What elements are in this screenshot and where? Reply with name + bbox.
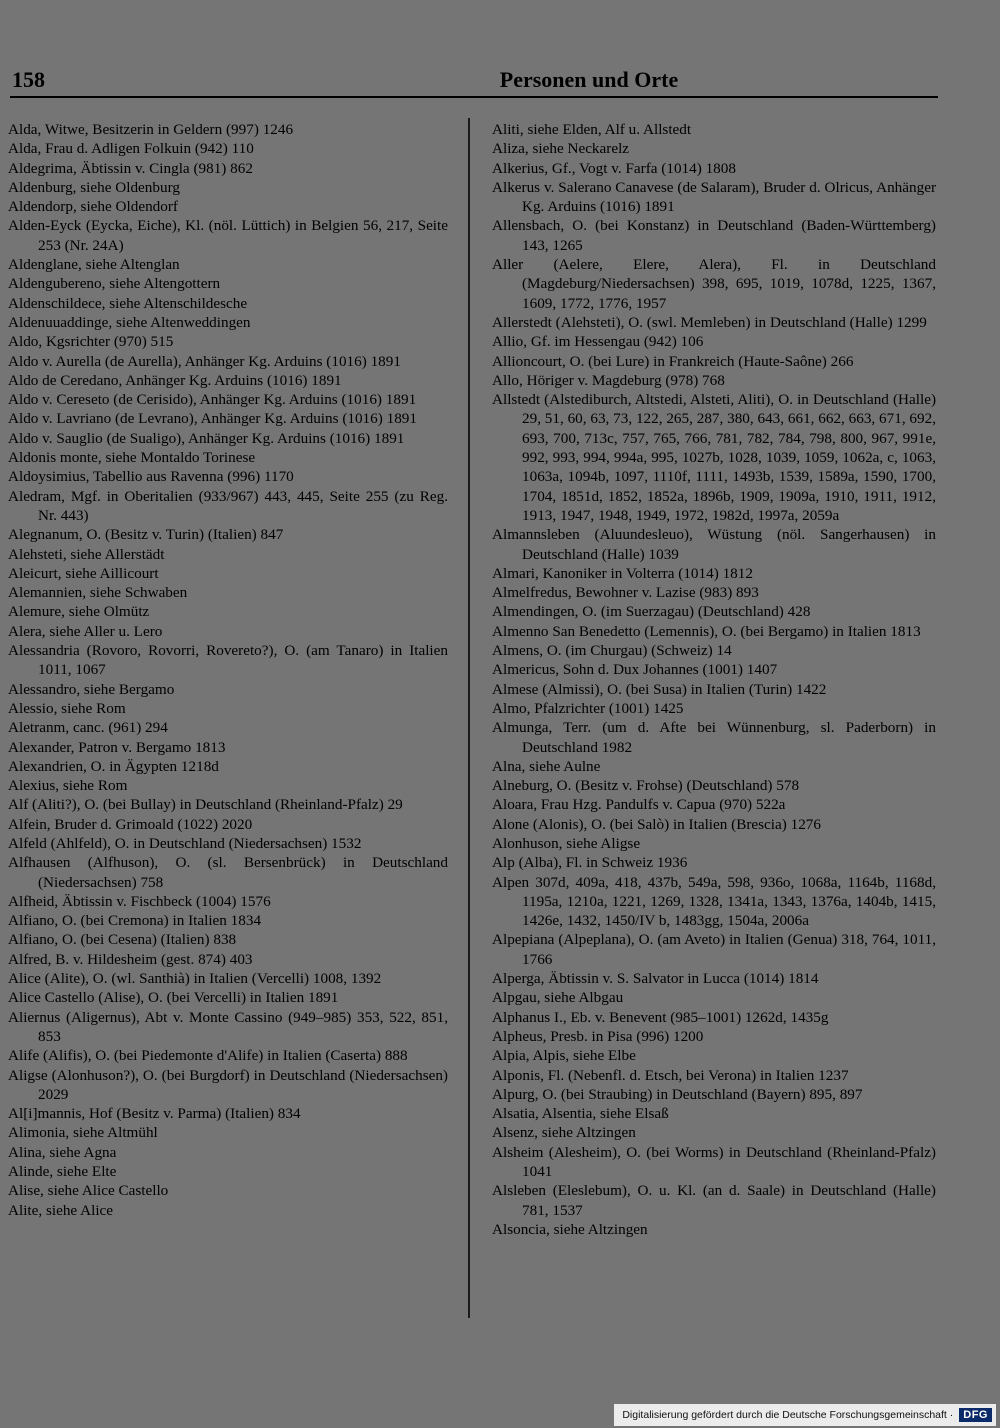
index-entry: Alfred, B. v. Hildesheim (gest. 874) 403: [8, 950, 253, 968]
index-entry: Alpheus, Presb. in Pisa (996) 1200: [492, 1027, 704, 1045]
index-entry: Alexandrien, O. in Ägypten 1218d: [8, 757, 219, 775]
index-entry: Alsleben (Eleslebum), O. u. Kl. (an d. Saale) in Deutschland (Halle) 781, 1537: [492, 1182, 936, 1219]
dfg-logo-icon: DFG: [959, 1408, 992, 1422]
index-entry: Allo, Höriger v. Magdeburg (978) 768: [492, 371, 725, 389]
index-entry: Alemure, siehe Olmütz: [8, 603, 150, 621]
index-entry: Aller (Aelere, Elere, Alera), Fl. in Deutschland (Magdeburg/Niedersachsen) 398, 695, 1019, 1078d, 1225, 1367, 1609, 1772, 1776, 1957: [492, 256, 936, 312]
index-entry: Alpgau, siehe Albgau: [492, 989, 624, 1007]
footer-credit: [614, 1404, 996, 1426]
index-entry: Alegnanum, O. (Besitz v. Turin) (Italien) 847: [8, 526, 284, 544]
index-entry: Alinde, siehe Elte: [8, 1163, 117, 1181]
footer-text: Digitalisierung gefördert durch die Deutsche Forschungsgemeinschaft ·: [622, 1409, 954, 1421]
index-entry: Alpepiana (Alpeplana), O. (am Aveto) in Italien (Genua) 318, 764, 1011, 1766: [492, 931, 936, 968]
index-entry: Alone (Alonis), O. (bei Salò) in Italien (Brescia) 1276: [492, 815, 821, 833]
index-entry: Alfheid, Äbtissin v. Fischbeck (1004) 1576: [8, 892, 271, 910]
index-entry: Allensbach, O. (bei Konstanz) in Deutschland (Baden-Württemberg) 143, 1265: [492, 217, 936, 254]
index-entry: Aldo v. Aurella (de Aurella), Anhänger Kg. Arduins (1016) 1891: [8, 352, 401, 370]
index-entry: Alkerius, Gf., Vogt v. Farfa (1014) 1808: [492, 159, 736, 177]
index-entry: Allstedt (Alstediburch, Altstedi, Alsteti, Aliti), O. in Deutschland (Halle) 29, 51, 60, 63, 73, 122, 265, 287, 380, 643, 661, 662, 663, 671, 692, 693, 700, 713c, 757, 765, 766, 781, 782, 784, 798, 800, 967, 991e, 992, 993, 994, 994a, 995, 1027b, 1028, 1039, 1059, 1062a, c, 1063, 1063a, 1094b, 1097, 1110f, 1111, 1493b, 1539, 1589a, 1590, 1700, 1704, 1851d, 1852, 1852a, 1896b, 1909, 1909a, 1910, 1911, 1912, 1913, 1947, 1948, 1949, 1972, 1982d, 1997a, 2059a: [492, 391, 936, 524]
index-entry: Al[i]mannis, Hof (Besitz v. Parma) (Italien) 834: [8, 1105, 301, 1123]
index-entry: Alsenz, siehe Altzingen: [492, 1124, 636, 1142]
left-index-column: [8, 120, 448, 1220]
index-entry: Aligse (Alonhuson?), O. (bei Burgdorf) in Deutschland (Niedersachsen) 2029: [8, 1066, 448, 1103]
index-entry: Aliti, siehe Elden, Alf u. Allstedt: [492, 121, 692, 138]
index-entry: Almendingen, O. (im Suerzagau) (Deutschland) 428: [492, 603, 811, 621]
index-entry: Almericus, Sohn d. Dux Johannes (1001) 1407: [492, 661, 778, 679]
index-entry: Alite, siehe Alice: [8, 1201, 114, 1219]
index-entry: Alperga, Äbtissin v. S. Salvator in Lucca (1014) 1814: [492, 970, 819, 988]
running-title: Personen und Orte: [499, 67, 679, 92]
index-entry: Aldo v. Sauglio (de Sualigo), Anhänger Kg. Arduins (1016) 1891: [8, 429, 405, 447]
index-entry: Alexius, siehe Rom: [8, 777, 128, 795]
index-entry: Aldoysimius, Tabellio aus Ravenna (996) 1170: [8, 468, 294, 486]
index-entry: Aliernus (Aligernus), Abt v. Monte Cassino (949–985) 353, 522, 851, 853: [8, 1008, 448, 1045]
index-entry: Alexander, Patron v. Bergamo 1813: [8, 738, 226, 756]
index-entry: Allio, Gf. im Hessengau (942) 106: [492, 333, 704, 351]
index-entry: Alneburg, O. (Besitz v. Frohse) (Deutschland) 578: [492, 777, 800, 795]
index-entry: Almenno San Benedetto (Lemennis), O. (bei Bergamo) in Italien 1813: [492, 622, 921, 640]
index-entry: Almo, Pfalzrichter (1001) 1425: [492, 699, 684, 717]
index-entry: Alonhuson, siehe Aligse: [492, 834, 641, 852]
index-entry: Alpurg, O. (bei Straubing) in Deutschland (Bayern) 895, 897: [492, 1085, 863, 1103]
column-divider: [468, 118, 470, 1318]
index-entry: Aldengubereno, siehe Altengottern: [8, 275, 221, 293]
index-entry: Alponis, Fl. (Nebenfl. d. Etsch, bei Verona) in Italien 1237: [492, 1066, 849, 1084]
index-entry: Alfiano, O. (bei Cremona) in Italien 1834: [8, 912, 262, 930]
index-entry: Aldo, Kgsrichter (970) 515: [8, 333, 174, 351]
index-entry: Aldonis monte, siehe Montaldo Torinese: [8, 449, 256, 467]
index-entry: Alice (Alite), O. (wl. Santhià) in Italien (Vercelli) 1008, 1392: [8, 970, 382, 988]
index-entry: Aldendorp, siehe Oldendorf: [8, 198, 178, 216]
index-entry: Aletranm, canc. (961) 294: [8, 719, 168, 737]
index-entry: Alda, Frau d. Adligen Folkuin (942) 110: [8, 140, 254, 158]
index-entry: Alsheim (Alesheim), O. (bei Worms) in Deutschland (Rheinland-Pfalz) 1041: [492, 1143, 936, 1181]
index-entry: Aldo v. Lavriano (de Levrano), Anhänger Kg. Arduins (1016) 1891: [8, 410, 417, 428]
index-entry: Aldenglane, siehe Altenglan: [8, 256, 180, 274]
index-entry: Allioncourt, O. (bei Lure) in Frankreich (Haute-Saône) 266: [492, 352, 854, 370]
index-entry: Aliza, siehe Neckarelz: [492, 140, 630, 158]
index-entry: Alimonia, siehe Altmühl: [8, 1124, 158, 1142]
index-entry: Alden-Eyck (Eycka, Eiche), Kl. (nöl. Lüttich) in Belgien 56, 217, Seite 253 (Nr. 24A): [8, 217, 448, 254]
index-entry: Alf (Aliti?), O. (bei Bullay) in Deutschland (Rheinland-Pfalz) 29: [8, 796, 403, 814]
index-entry: Alfein, Bruder d. Grimoald (1022) 2020: [8, 815, 253, 833]
index-entry: Alsatia, Alsentia, siehe Elsaß: [492, 1105, 669, 1123]
index-entry: Almelfredus, Bewohner v. Lazise (983) 893: [492, 584, 759, 602]
index-entry: Almannsleben (Aluundesleuo), Wüstung (nöl. Sangerhausen) in Deutschland (Halle) 1039: [492, 526, 936, 563]
index-entry: Alessandro, siehe Bergamo: [8, 680, 175, 698]
index-entry: Alfhausen (Alfhuson), O. (sl. Bersenbrück) in Deutschland (Niedersachsen) 758: [8, 854, 448, 891]
index-entry: Alfeld (Ahlfeld), O. in Deutschland (Niedersachsen) 1532: [8, 834, 362, 852]
index-entry: Almari, Kanoniker in Volterra (1014) 1812: [492, 564, 753, 582]
index-entry: Alsoncia, siehe Altzingen: [492, 1220, 648, 1238]
index-entry: Alda, Witwe, Besitzerin in Geldern (997) 1246: [8, 121, 294, 138]
index-entry: Alife (Alifis), O. (bei Piedemonte d'Alife) in Italien (Caserta) 888: [8, 1047, 408, 1065]
index-entry: Alessio, siehe Rom: [8, 699, 126, 717]
index-entry: Alkerus v. Salerano Canavese (de Salaram), Bruder d. Olricus, Anhänger Kg. Arduins (1016) 1891: [492, 178, 936, 216]
index-entry: Aldenschildece, siehe Altenschildesche: [8, 294, 248, 312]
index-entry: Allerstedt (Alehsteti), O. (swl. Memleben) in Deutschland (Halle) 1299: [492, 313, 927, 331]
index-entry: Almens, O. (im Churgau) (Schweiz) 14: [492, 642, 732, 660]
index-entry: Almunga, Terr. (um d. Afte bei Wünnenburg, sl. Paderborn) in Deutschland 1982: [492, 719, 936, 756]
index-entry: Aldenburg, siehe Oldenburg: [8, 178, 180, 196]
index-entry: Alemannien, siehe Schwaben: [8, 584, 188, 602]
index-entry: Aldo de Ceredano, Anhänger Kg. Arduins (1016) 1891: [8, 371, 342, 389]
index-entry: Aldegrima, Äbtissin v. Cingla (981) 862: [8, 159, 253, 177]
index-entry: Alina, siehe Agna: [8, 1143, 117, 1161]
right-index-column: [492, 120, 936, 1239]
index-entry: Alise, siehe Alice Castello: [8, 1182, 169, 1200]
index-entry: Aledram, Mgf. in Oberitalien (933/967) 443, 445, Seite 255 (zu Reg. Nr. 443): [8, 487, 448, 524]
index-entry: Aloara, Frau Hzg. Pandulfs v. Capua (970) 522a: [492, 796, 786, 814]
index-entry: Alera, siehe Aller u. Lero: [8, 622, 163, 640]
index-entry: Aldo v. Cereseto (de Cerisido), Anhänger Kg. Arduins (1016) 1891: [8, 391, 417, 409]
index-entry: Aldenuuaddinge, siehe Altenweddingen: [8, 313, 251, 331]
index-entry: Aleicurt, siehe Aillicourt: [8, 564, 159, 582]
index-entry: Almese (Almissi), O. (bei Susa) in Italien (Turin) 1422: [492, 680, 827, 698]
page-number: 158: [12, 67, 45, 92]
page-header: [10, 66, 938, 98]
index-entry: Alphanus I., Eb. v. Benevent (985–1001) 1262d, 1435g: [492, 1008, 829, 1026]
index-entry: Alfiano, O. (bei Cesena) (Italien) 838: [8, 931, 237, 949]
index-entry: Alna, siehe Aulne: [492, 757, 601, 775]
index-entry: Alice Castello (Alise), O. (bei Vercelli) in Italien 1891: [8, 989, 339, 1007]
index-entry: Alehsteti, siehe Allerstädt: [8, 545, 165, 563]
index-entry: Alpen 307d, 409a, 418, 437b, 549a, 598, 936o, 1068a, 1164b, 1168d, 1195a, 1210a, 1221, 1269, 1328, 1341a, 1343, 1376a, 1404b, 1415, 1426e, 1432, 1450/IV b, 1483gg, 1504a, 2006a: [492, 873, 936, 930]
index-entry: Alessandria (Rovoro, Rovorri, Rovereto?), O. (am Tanaro) in Italien 1011, 1067: [8, 642, 448, 679]
index-entry: Alp (Alba), Fl. in Schweiz 1936: [492, 854, 688, 872]
index-entry: Alpia, Alpis, siehe Elbe: [492, 1047, 636, 1065]
